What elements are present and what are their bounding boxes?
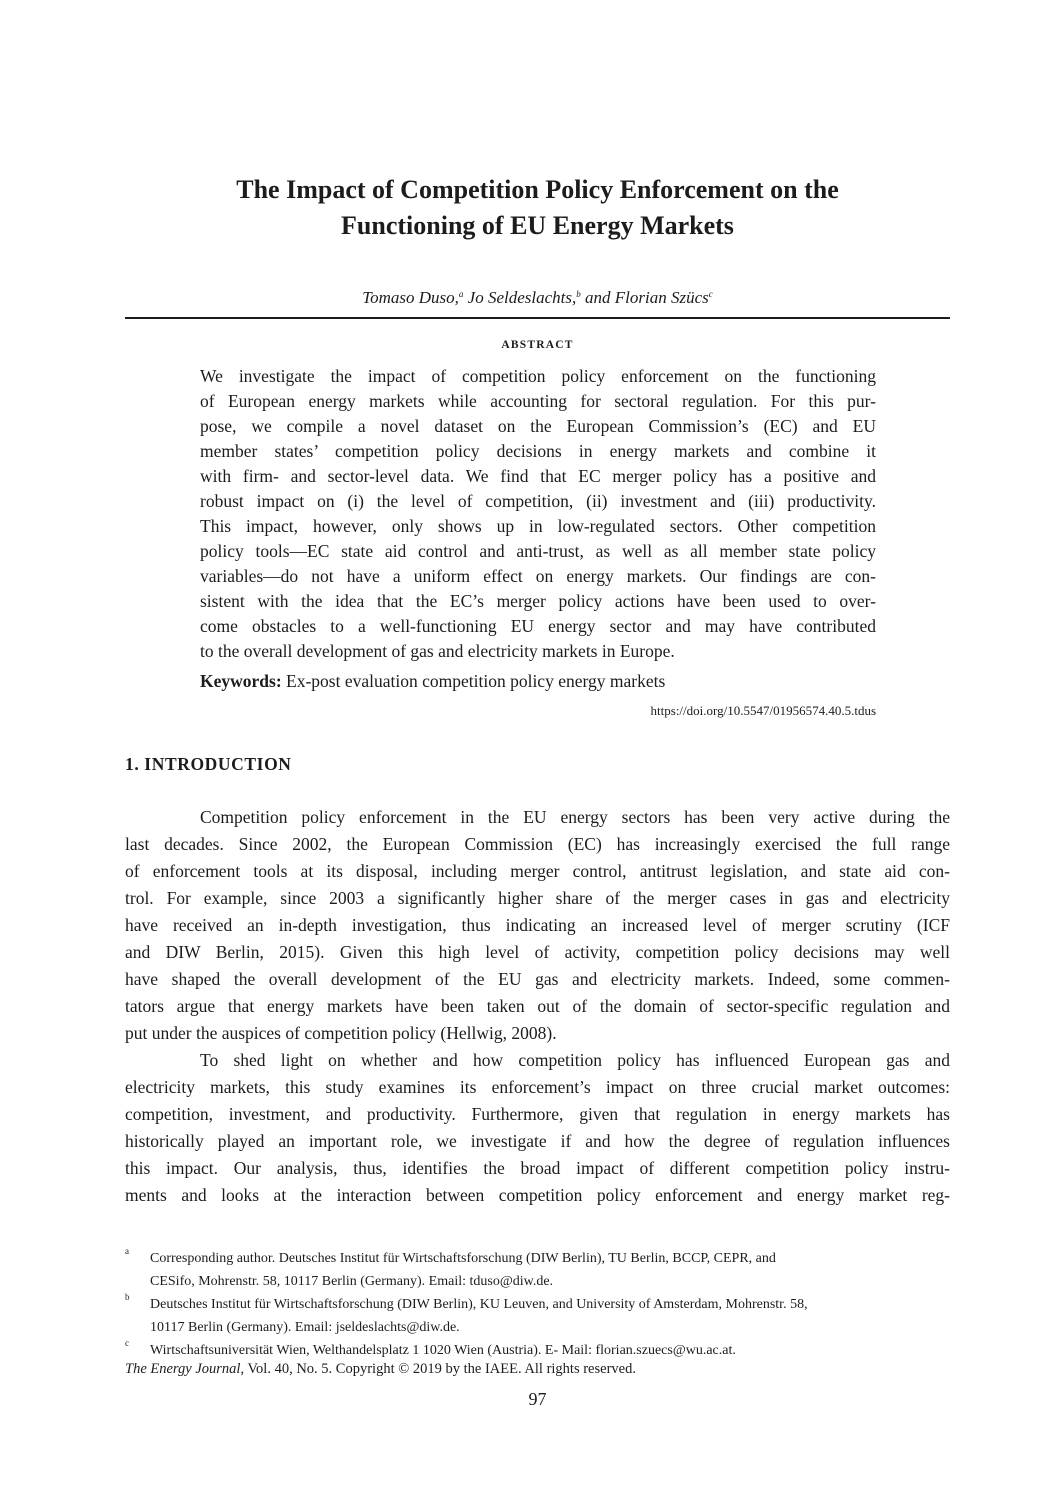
body-line: put under the auspices of competition policy (Hellwig, 2008). bbox=[125, 1023, 557, 1043]
abstract-line: robust impact on (i) the level of competition, (ii) investment and (iii) productivity. bbox=[200, 491, 876, 511]
author-name: and Florian Szücs bbox=[585, 288, 709, 307]
author-mark: a bbox=[458, 289, 464, 299]
body-line: trol. For example, since 2003 a significantly higher share of the merger cases in gas and electricity bbox=[125, 888, 950, 908]
footnote-line: CESifo, Mohrenstr. 58, 10117 Berlin (Germany). Email: tduso@diw.de. bbox=[150, 1274, 554, 1289]
section-body bbox=[125, 804, 950, 1209]
abstract-body bbox=[200, 364, 876, 664]
author-name: Tomaso Duso, bbox=[362, 288, 459, 307]
abstract-line: We investigate the impact of competition policy enforcement on the functioning bbox=[200, 366, 876, 386]
page-number: 97 bbox=[528, 1389, 547, 1409]
footnote bbox=[125, 1247, 950, 1293]
body-line: have shaped the overall development of the EU gas and electricity markets. Indeed, some commen- bbox=[125, 969, 950, 989]
body-line: competition, investment, and productivity. Furthermore, given that regulation in energy markets has bbox=[125, 1104, 950, 1124]
body-line: historically played an important role, we investigate if and how the degree of regulation influences bbox=[125, 1131, 950, 1151]
paper-title bbox=[125, 172, 950, 244]
author-name: Jo Seldeslachts, bbox=[467, 288, 577, 307]
doi-link[interactable]: https://doi.org/10.5547/01956574.40.5.tdus bbox=[650, 703, 876, 718]
footnote-line: Wirtschaftsuniversität Wien, Welthandelsplatz 1 1020 Wien (Austria). E- Mail: florian.szuecs@wu.ac.at. bbox=[150, 1343, 736, 1358]
body-line: have received an in-depth investigation, thus indicating an increased level of merger scrutiny (ICF bbox=[125, 915, 950, 935]
body-line: ments and looks at the interaction between competition policy enforcement and energy market reg- bbox=[125, 1185, 950, 1205]
footnote-line: 10117 Berlin (Germany). Email: jseldeslachts@diw.de. bbox=[150, 1320, 460, 1335]
keywords-label: Keywords: bbox=[200, 671, 282, 691]
keywords bbox=[200, 669, 876, 693]
abstract-line: member states’ competition policy decisions in energy markets and combine it bbox=[200, 441, 876, 461]
footnote-mark: a bbox=[125, 1246, 129, 1256]
abstract-line: variables—do not have a uniform effect on energy markets. Our findings are con- bbox=[200, 566, 876, 586]
footnotes bbox=[125, 1247, 950, 1362]
abstract-line: to the overall development of gas and electricity markets in Europe. bbox=[200, 641, 675, 661]
abstract-line: This impact, however, only shows up in low-regulated sectors. Other competition bbox=[200, 516, 876, 536]
footnote bbox=[125, 1293, 950, 1339]
header-divider bbox=[125, 317, 950, 319]
abstract-line: with firm- and sector-level data. We find that EC merger policy has a positive and bbox=[200, 466, 876, 486]
journal-name: The Energy Journal bbox=[125, 1361, 241, 1377]
body-line: tators argue that energy markets have been taken out of the domain of sector-specific regulation and bbox=[125, 996, 950, 1016]
body-line: Competition policy enforcement in the EU energy sectors has been very active during the bbox=[200, 807, 950, 827]
title-line: Functioning of EU Energy Markets bbox=[341, 211, 734, 240]
author-list bbox=[125, 283, 950, 309]
section-heading: 1. INTRODUCTION bbox=[125, 754, 292, 774]
footnote-mark: c bbox=[125, 1338, 129, 1348]
body-line: To shed light on whether and how competition policy has influenced European gas and bbox=[200, 1050, 950, 1070]
abstract-line: pose, we compile a novel dataset on the European Commission’s (EC) and EU bbox=[200, 416, 876, 436]
journal-details: , Vol. 40, No. 5. Copyright © 2019 by the IAEE. All rights reserved. bbox=[240, 1361, 636, 1377]
footnote-line: Deutsches Institut für Wirtschaftsforschung (DIW Berlin), KU Leuven, and University of Amsterdam, Mohrenstr. 58, bbox=[150, 1297, 808, 1312]
abstract-line: sistent with the idea that the EC’s merger policy actions have been used to over- bbox=[200, 591, 876, 611]
abstract-heading: ABSTRACT bbox=[501, 339, 574, 351]
title-line: The Impact of Competition Policy Enforcement on the bbox=[236, 175, 839, 204]
footnote-line: Corresponding author. Deutsches Institut für Wirtschaftsforschung (DIW Berlin), TU Berlin, BCCP, CEPR, and bbox=[150, 1251, 776, 1266]
body-line: this impact. Our analysis, thus, identifies the broad impact of different competition policy instru- bbox=[125, 1158, 950, 1178]
abstract-line: come obstacles to a well-functioning EU energy sector and may have contributed bbox=[200, 616, 876, 636]
abstract-line: policy tools—EC state aid control and anti-trust, as well as all member state policy bbox=[200, 541, 876, 561]
body-line: of enforcement tools at its disposal, including merger control, antitrust legislation, and state aid con- bbox=[125, 861, 950, 881]
body-line: electricity markets, this study examines its enforcement’s impact on three crucial market outcomes: bbox=[125, 1077, 950, 1097]
body-line: last decades. Since 2002, the European Commission (EC) has increasingly exercised the full range bbox=[125, 834, 950, 854]
keywords-text: Ex-post evaluation competition policy energy markets bbox=[286, 671, 666, 691]
abstract-line: of European energy markets while accounting for sectoral regulation. For this pur- bbox=[200, 391, 876, 411]
footnote-mark: b bbox=[125, 1292, 130, 1302]
journal-citation bbox=[125, 1359, 636, 1379]
body-line: and DIW Berlin, 2015). Given this high level of activity, competition policy decisions may well bbox=[125, 942, 950, 962]
author-mark: b bbox=[576, 289, 581, 299]
author-mark: c bbox=[708, 289, 713, 299]
